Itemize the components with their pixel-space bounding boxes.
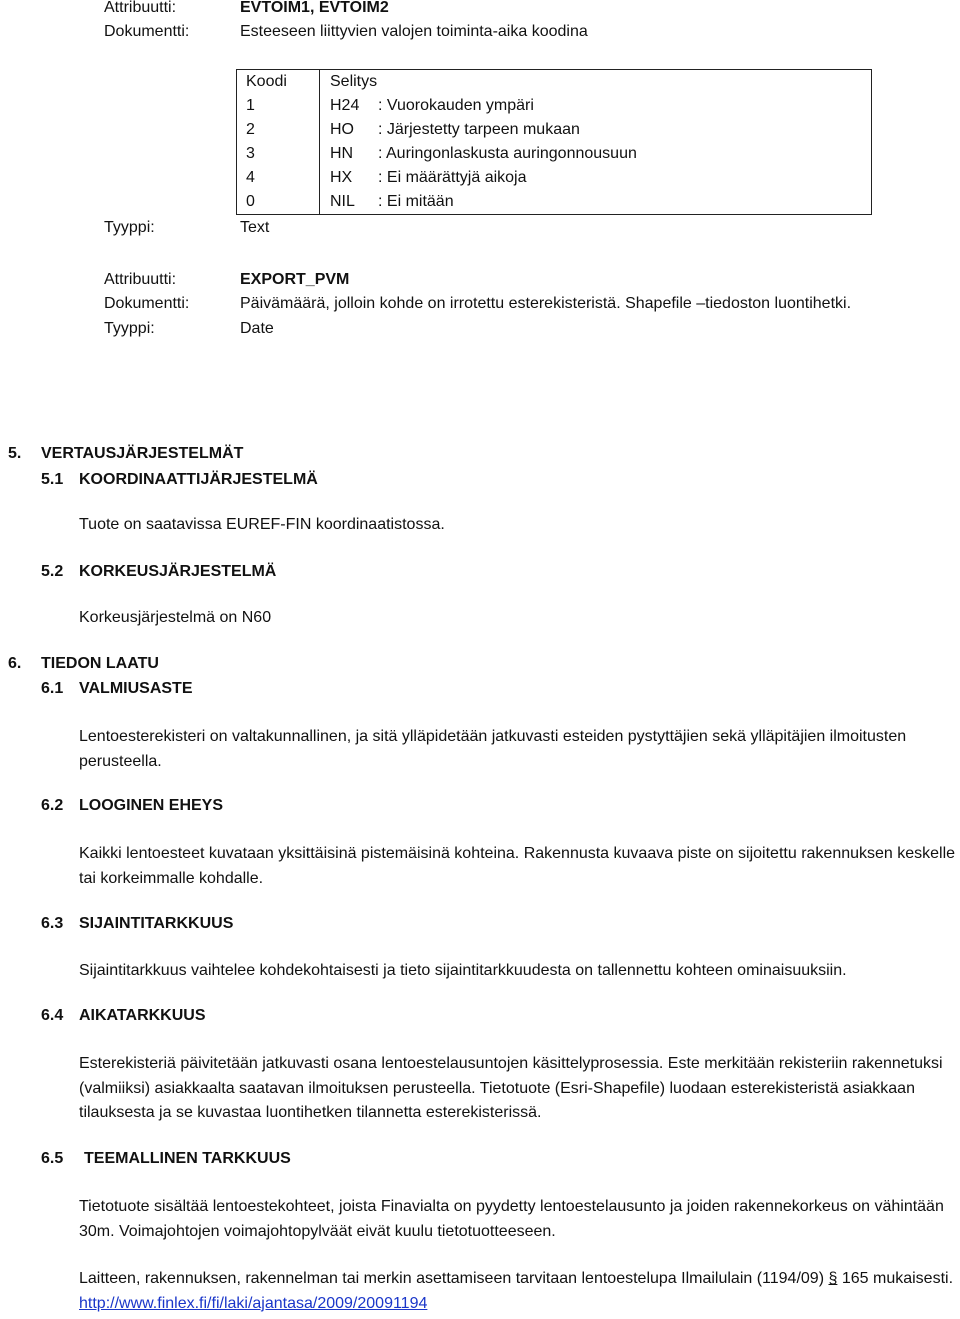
type-label: Tyyppi: xyxy=(104,219,155,236)
subsection-title: AIKATARKKUUS xyxy=(79,1007,206,1024)
table-row xyxy=(237,166,872,190)
attribute-value: EVTOIM1, EVTOIM2 xyxy=(240,0,389,16)
document-value: Päivämäärä, jolloin kohde on irrotettu esterekisteristä. Shapefile –tiedoston luontihetki. xyxy=(240,295,852,312)
law-reference-paragraph xyxy=(79,1267,959,1316)
paragraph: Lentoesterekisteri on valtakunnallinen, ja sitä ylläpidetään jatkuvasti esteiden pystyttäjien sekä ylläpitäjien ilmoitusten perusteella. xyxy=(79,728,907,770)
paragraph: Kaikki lentoesteet kuvataan yksittäisinä pistemäisinä kohteina. Rakennusta kuvaava piste on sijoitettu rakennuksen keskelle tai korkeimmalle kohdalle. xyxy=(79,845,956,887)
paragraph: Sijaintitarkkuus vaihtelee kohdekohtaisesti ja tieto sijaintitarkkuudesta on tallennettu kohteen ominaisuuksiin. xyxy=(79,962,847,979)
header-code: Koodi xyxy=(237,70,320,95)
subsection-number: 6.5 xyxy=(41,1150,64,1167)
row-text: : Vuorokauden ympäri xyxy=(378,97,534,114)
row-abbreviation: NIL xyxy=(330,193,355,210)
subsection-number: 6.2 xyxy=(41,797,64,814)
law-section-number: 165 xyxy=(841,1270,869,1287)
subsection-number: 6.3 xyxy=(41,915,64,932)
row-description xyxy=(320,190,872,215)
row-abbreviation: HX xyxy=(330,169,353,186)
subsection-title: TEEMALLINEN TARKKUUS xyxy=(84,1150,291,1167)
row-abbreviation: HN xyxy=(330,145,354,162)
table-header-row xyxy=(237,70,872,95)
subsection-title: SIJAINTITARKKUUS xyxy=(79,915,234,932)
section-number: 5. xyxy=(8,445,22,462)
row-text: : Järjestetty tarpeen mukaan xyxy=(378,121,580,138)
subsection-title: VALMIUSASTE xyxy=(79,680,193,697)
document-value: Esteeseen liittyvien valojen toiminta-aika koodina xyxy=(240,23,588,40)
type-value: Date xyxy=(240,320,274,337)
table-row xyxy=(237,118,872,142)
paragraph: Korkeusjärjestelmä on N60 xyxy=(79,609,272,626)
subsection-title: KORKEUSJÄRJESTELMÄ xyxy=(79,563,277,580)
section-number: 6. xyxy=(8,655,22,672)
type-label: Tyyppi: xyxy=(104,320,155,337)
row-code: 1 xyxy=(237,94,320,118)
subsection-title: LOOGINEN EHEYS xyxy=(79,797,224,814)
finlex-link[interactable]: http://www.finlex.fi/fi/laki/ajantasa/2009/20091194 xyxy=(79,1294,428,1312)
row-text: : Ei mitään xyxy=(378,193,454,210)
law-text-end: mukaisesti. xyxy=(873,1270,954,1287)
document-label: Dokumentti: xyxy=(104,295,190,312)
section-title: TIEDON LAATU xyxy=(41,655,159,672)
type-value: Text xyxy=(240,219,270,236)
section-sign: § xyxy=(828,1270,838,1287)
subsection-number: 6.1 xyxy=(41,680,64,697)
section-title: VERTAUSJÄRJESTELMÄT xyxy=(41,445,244,462)
law-text: Laitteen, rakennuksen, rakennelman tai merkin asettamiseen tarvitaan lentoestelupa Ilmailulain (1194/09) xyxy=(79,1270,825,1287)
row-abbreviation: HO xyxy=(330,121,354,138)
row-description xyxy=(320,142,872,166)
subsection-title: KOORDINAATTIJÄRJESTELMÄ xyxy=(79,471,318,488)
row-code: 0 xyxy=(237,190,320,215)
row-description xyxy=(320,94,872,118)
row-code: 2 xyxy=(237,118,320,142)
attribute-value: EXPORT_PVM xyxy=(240,271,350,288)
document-label: Dokumentti: xyxy=(104,23,190,40)
row-code: 3 xyxy=(237,142,320,166)
row-description xyxy=(320,118,872,142)
table-row xyxy=(237,142,872,166)
row-abbreviation: H24 xyxy=(330,97,360,114)
table-row xyxy=(237,190,872,215)
subsection-number: 5.2 xyxy=(41,563,64,580)
paragraph: Tuote on saatavissa EUREF-FIN koordinaatistossa. xyxy=(79,516,445,533)
header-description: Selitys xyxy=(330,73,378,90)
paragraph: Esterekisteriä päivitetään jatkuvasti osana lentoestelausuntojen käsittelyprosessia. Este merkitään rekisteriin rakennetuksi (valmiiksi) asiakkaalta saatavan ilmoituksen perusteella. Tietotuote (Esri-Shapefile) luodaan esterekisteristä asiakkaan tilauksesta ja se kuvastaa luontihetken tilannetta esterekisterissä. xyxy=(79,1055,943,1121)
subsection-number: 6.4 xyxy=(41,1007,64,1024)
attribute-label: Attribuutti: xyxy=(104,0,177,16)
paragraph: Tietotuote sisältää lentoestekohteet, joista Finavialta on pyydetty lentoestelausunto ja joiden rakennekorkeus on vähintään 30m. Voimajohtojen voimajohtopylväät eivät kuulu tietotuotteeseen. xyxy=(79,1198,944,1240)
attribute-label: Attribuutti: xyxy=(104,271,177,288)
code-table xyxy=(236,69,872,215)
row-description xyxy=(320,166,872,190)
row-code: 4 xyxy=(237,166,320,190)
row-text: : Ei määrättyjä aikoja xyxy=(378,169,527,186)
row-text: : Auringonlaskusta auringonnousuun xyxy=(378,145,637,162)
table-row xyxy=(237,94,872,118)
subsection-number: 5.1 xyxy=(41,471,64,488)
